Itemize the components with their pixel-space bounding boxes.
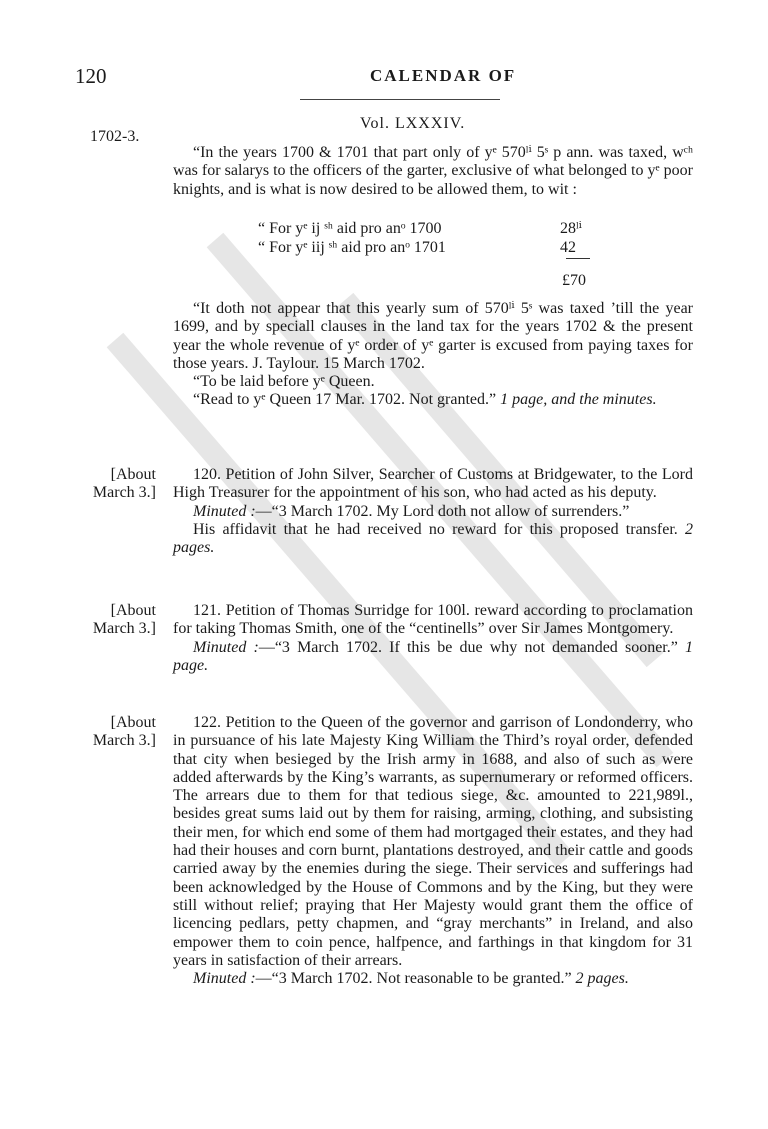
header-rule [300,99,500,100]
margin-date: [About March 3.] [92,466,156,502]
minuted-text: —“3 March 1702. My Lord doth not allow of surrenders.” [255,502,630,520]
note-italic: 1 page, and the minutes. [500,391,657,409]
entry-119-continuation [173,300,693,410]
entry-121 [173,602,693,675]
minuted-label: Minuted : [193,502,256,520]
aid-total: £70 [562,272,586,289]
entry-120 [173,466,693,557]
minuted-label: Minuted : [193,638,259,656]
margin-date: [About March 3.] [92,602,156,638]
page-count: 2 pages. [575,970,629,988]
aid-line-1701 [258,238,600,257]
page-number: 120 [75,64,107,88]
entry-122 [173,714,693,988]
entry-119-opening [173,144,693,199]
minuted-label: Minuted : [193,970,256,988]
running-header [0,64,768,94]
entry-text: 121. Petition of Thomas Surridge for 100l. reward according to proclamation for taking Thomas Smith, one of the “centinells” over Sir James Montgomery. [173,602,693,638]
margin-date: [About March 3.] [92,714,156,750]
running-title: CALENDAR OF [370,66,517,85]
aid-amount: 42 [560,239,576,256]
minute [173,503,693,521]
minuted-text: —“3 March 1702. Not reasonable to be granted.” [255,970,572,988]
margin-year: 1702-3. [90,128,140,145]
minute [173,970,693,988]
affidavit [173,521,693,558]
aid-line-1700 [258,219,600,238]
aid-amount: 28ˡⁱ [560,220,582,237]
aid-label: “ For yᵉ ij ˢʰ aid pro anᵒ 1700 [258,220,442,237]
aid-label: “ For yᵉ iij ˢʰ aid pro anᵒ 1701 [258,239,446,256]
paragraph [173,391,693,409]
entry-text: 120. Petition of John Silver, Searcher of Customs at Bridgewater, to the Lord High Treasurer for the appointment of his son, who had acted as his deputy. [173,466,693,502]
minuted-text: —“3 March 1702. If this be due why not demanded sooner.” [258,638,678,656]
paragraph: “In the years 1700 & 1701 that part only of yᵉ 570ˡⁱ 5ˢ p ann. was taxed, wᶜʰ was for salarys to the officers of the garter, exclusive of what belonged to yᵉ poor knights, and is what is now desired to be allowed them, to wit : [173,144,693,198]
affidavit-text: His affidavit that he had received no reward for this proposed transfer. [193,520,678,538]
sum-rule [566,258,590,259]
paragraph: “It doth not appear that this yearly sum of 570ˡⁱ 5ˢ was taxed ’till the year 1699, and by speciall clauses in the land tax for the years 1702 & the present year the whole revenue of yᵉ order of yᵉ garter is excused from paying taxes for those years. J. Taylour. 15 March 1702. [173,300,693,372]
paragraph: “To be laid before yᵉ Queen. [193,373,375,391]
volume-heading: Vol. LXXXIV. [360,115,466,132]
minute [173,639,693,676]
entry-text: 122. Petition to the Queen of the governor and garrison of Londonderry, who in pursuance of his late Majesty King William the Third’s royal order, defended that city when besieged by the Irish army in 1688, and also of such as were added afterwards by the King’s warrants, as supernumerary or reformed officers. The arrears due to them for that tedious siege, &c. amounted to 221,989l., besides great sums laid out by them for raising, arming, clothing, and subsisting their men, for which end some of them had mortgaged their estates, and they had had their houses and corn burnt, plantations destroyed, and their cattle and goods carried away by the enemies during the siege. Their services and sufferings had been acknowledged by the House of Commons and by the King, but they were still without relief; praying that Her Majesty would grant them the office of licencing pedlars, petty chapmen, and “gray merchants” in Ireland, and also empower them to coin pence, halfpence, and farthings in that kingdom for 31 years in satisfaction of their arrears. [173,714,693,969]
note-text: “Read to yᵉ Queen 17 Mar. 1702. Not granted.” [193,391,497,409]
page-count: 1 page. [173,638,693,674]
page-count: 2 pages. [173,520,694,557]
